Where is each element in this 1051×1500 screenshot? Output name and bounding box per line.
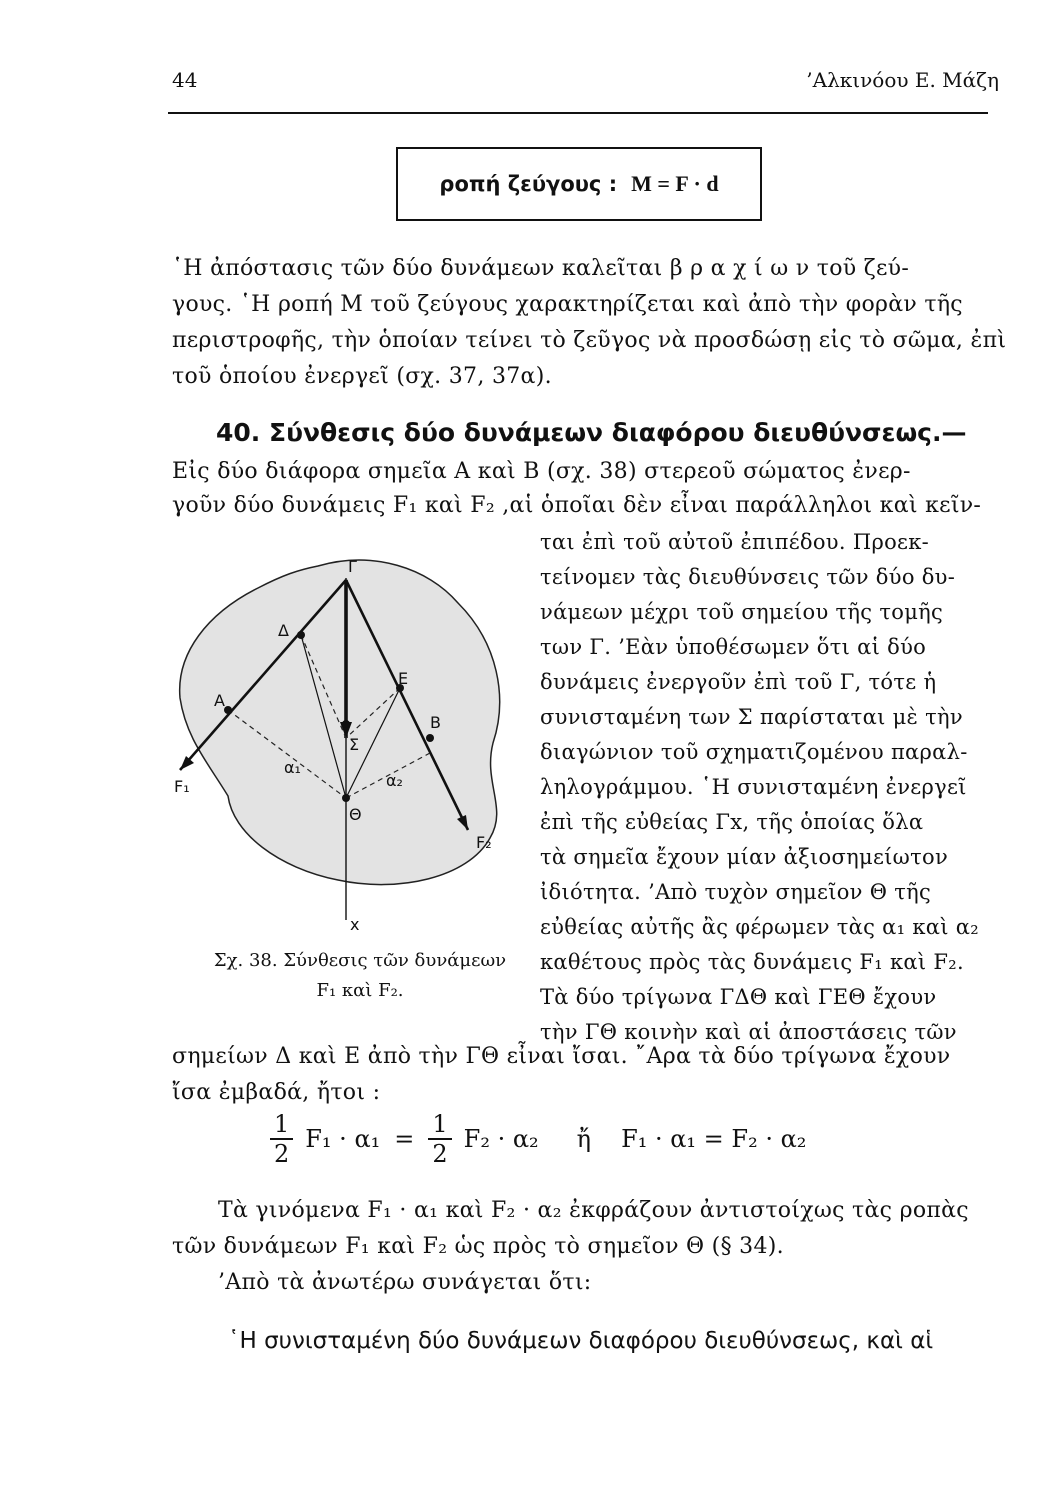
- equation-or: ἤ: [576, 1125, 592, 1153]
- paragraph-line: καθέτους πρὸς τὰς δυνάμεις F₁ καὶ F₂.: [540, 950, 964, 974]
- header-rule: [168, 112, 988, 114]
- label-f1: F₁: [174, 777, 190, 796]
- label-a: Α: [214, 691, 225, 710]
- label-gamma: Γ: [348, 557, 357, 576]
- label-alpha2: α₂: [386, 771, 403, 790]
- equation-term: F₂ · α₂: [463, 1125, 539, 1153]
- paragraph-line: ἴσα ἐμβαδά, ἤτοι :: [172, 1080, 381, 1105]
- label-f2: F₂: [476, 833, 492, 852]
- paragraph-line: γους. ῾Η ροπή Μ τοῦ ζεύγους χαρακτηρίζεται καὶ ἀπὸ τὴν φορὰν τῆς: [172, 292, 963, 317]
- paragraph-line: ληλογράμμου. ῾Η συνισταμένη ἐνεργεῖ: [540, 775, 967, 799]
- paragraph-line: τοῦ ὁποίου ἐνεργεῖ (σχ. 37, 37α).: [172, 364, 552, 389]
- paragraph-line: Τὰ δύο τρίγωνα ΓΔΘ καὶ ΓΕΘ ἔχουν: [540, 985, 937, 1009]
- point-b: [426, 734, 434, 742]
- figure-caption: [190, 946, 530, 1006]
- paragraph-line: σημείων Δ καὶ Ε ἀπὸ τὴν ΓΘ εἶναι ἴσαι. ῎Αρα τὰ δύο τρίγωνα ἔχουν: [172, 1044, 951, 1069]
- paragraph-line: τὰ σημεῖα ἔχουν μίαν ἀξιοσημείωτον: [540, 845, 949, 869]
- paragraph-line: τείνομεν τὰς διευθύνσεις τῶν δύο δυ-: [540, 565, 956, 589]
- point-a: [224, 706, 232, 714]
- fraction: [270, 1112, 293, 1166]
- paragraph-line: γοῦν δύο δυνάμεις F₁ καὶ F₂ ,αἱ ὁποῖαι δὲν εἶναι παράλληλοι καὶ κεῖν-: [172, 493, 982, 518]
- paragraph-line: ῾Η ἀπόστασις τῶν δύο δυνάμεων καλεῖται β ρ α χ ί ω ν τοῦ ζεύ-: [172, 256, 910, 281]
- fraction-numerator: 1: [270, 1112, 293, 1140]
- fraction-denominator: 2: [274, 1140, 290, 1168]
- fraction: [428, 1112, 451, 1166]
- paragraph-line: δυνάμεις ἐνεργοῦν ἐπὶ τοῦ Γ, τότε ἡ: [540, 670, 937, 694]
- formula-box: [396, 147, 762, 221]
- paragraph-line: περιστροφῆς, τὴν ὁποίαν τείνει τὸ ζεῦγος νὰ προσδώσῃ εἰς τὸ σῶμα, ἐπὶ: [172, 328, 1007, 353]
- rigid-body-shape: [180, 560, 500, 884]
- point-theta: [342, 794, 350, 802]
- paragraph-line: ’Απὸ τὰ ἀνωτέρω συνάγεται ὅτι:: [218, 1270, 592, 1295]
- fraction-numerator: 1: [428, 1112, 451, 1140]
- paragraph-line: τὴν ΓΘ κοινὴν καὶ αἱ ἀποστάσεις τῶν: [540, 1020, 957, 1044]
- label-delta: Δ: [278, 621, 289, 640]
- formula-label: ροπή ζεύγους :: [439, 172, 618, 196]
- paragraph-line: Εἰς δύο διάφορα σημεῖα Α καὶ Β (σχ. 38) στερεοῦ σώματος ἐνερ-: [172, 459, 911, 484]
- figure-caption-line: Σχ. 38. Σύνθεσις τῶν δυνάμεων: [213, 950, 507, 971]
- fraction-denominator: 2: [432, 1140, 448, 1168]
- page-number: 44: [172, 68, 198, 92]
- label-b: Β: [430, 713, 441, 732]
- figure-caption-line: F₁ καὶ F₂.: [316, 980, 404, 1001]
- equation-term: F₁ · α₁ = F₂ · α₂: [621, 1125, 807, 1153]
- label-alpha1: α₁: [284, 758, 301, 777]
- formula-expression: M = F · d: [631, 171, 719, 196]
- final-line: ῾Η συνισταμένη δύο δυνάμεων διαφόρου διευθύνσεως, καὶ αἱ: [228, 1328, 934, 1354]
- paragraph-line: Τὰ γινόμενα F₁ · α₁ καὶ F₂ · α₂ ἐκφράζουν ἀντιστοίχως τὰς ροπὰς: [218, 1198, 969, 1223]
- label-x: x: [350, 915, 360, 934]
- paragraph-line: ἐπὶ τῆς εὐθείας Γx, τῆς ὁποίας ὅλα: [540, 810, 924, 834]
- equation-equals: =: [394, 1125, 415, 1153]
- paragraph-line: ἰδιότητα. ’Απὸ τυχὸν σημεῖον Θ τῆς: [540, 880, 932, 904]
- point-sigma: [342, 720, 350, 728]
- label-theta: Θ: [349, 805, 362, 824]
- figure-38-force-diagram: [168, 548, 528, 938]
- equation: [270, 1112, 820, 1166]
- paragraph-line: τῶν δυνάμεων F₁ καὶ F₂ ὡς πρὸς τὸ σημεῖον Θ (§ 34).: [172, 1234, 784, 1259]
- running-header-author: ’Αλκινόου Ε. Μάζη: [806, 68, 999, 92]
- label-epsilon: Ε: [398, 669, 409, 688]
- paragraph-line: συνισταμένη των Σ παρίσταται μὲ τὴν: [540, 705, 963, 729]
- paragraph-line: νάμεων μέχρι τοῦ σημείου τῆς τομῆς: [540, 600, 944, 624]
- paragraph-line: εὐθείας αὐτῆς ἂς φέρωμεν τὰς α₁ καὶ α₂: [540, 915, 979, 939]
- point-delta: [297, 631, 305, 639]
- paragraph-line: ται ἐπὶ τοῦ αὐτοῦ ἐπιπέδου. Προεκ-: [540, 530, 930, 554]
- paragraph-line: των Γ. ’Εὰν ὑποθέσωμεν ὅτι αἱ δύο: [540, 635, 927, 659]
- paragraph-line: διαγώνιον τοῦ σχηματιζομένου παραλ-: [540, 740, 968, 764]
- equation-term: F₁ · α₁: [305, 1125, 381, 1153]
- label-sigma: Σ: [349, 735, 360, 754]
- section-heading: 40. Σύνθεσις δύο δυνάμεων διαφόρου διευθύνσεως.—: [216, 418, 967, 447]
